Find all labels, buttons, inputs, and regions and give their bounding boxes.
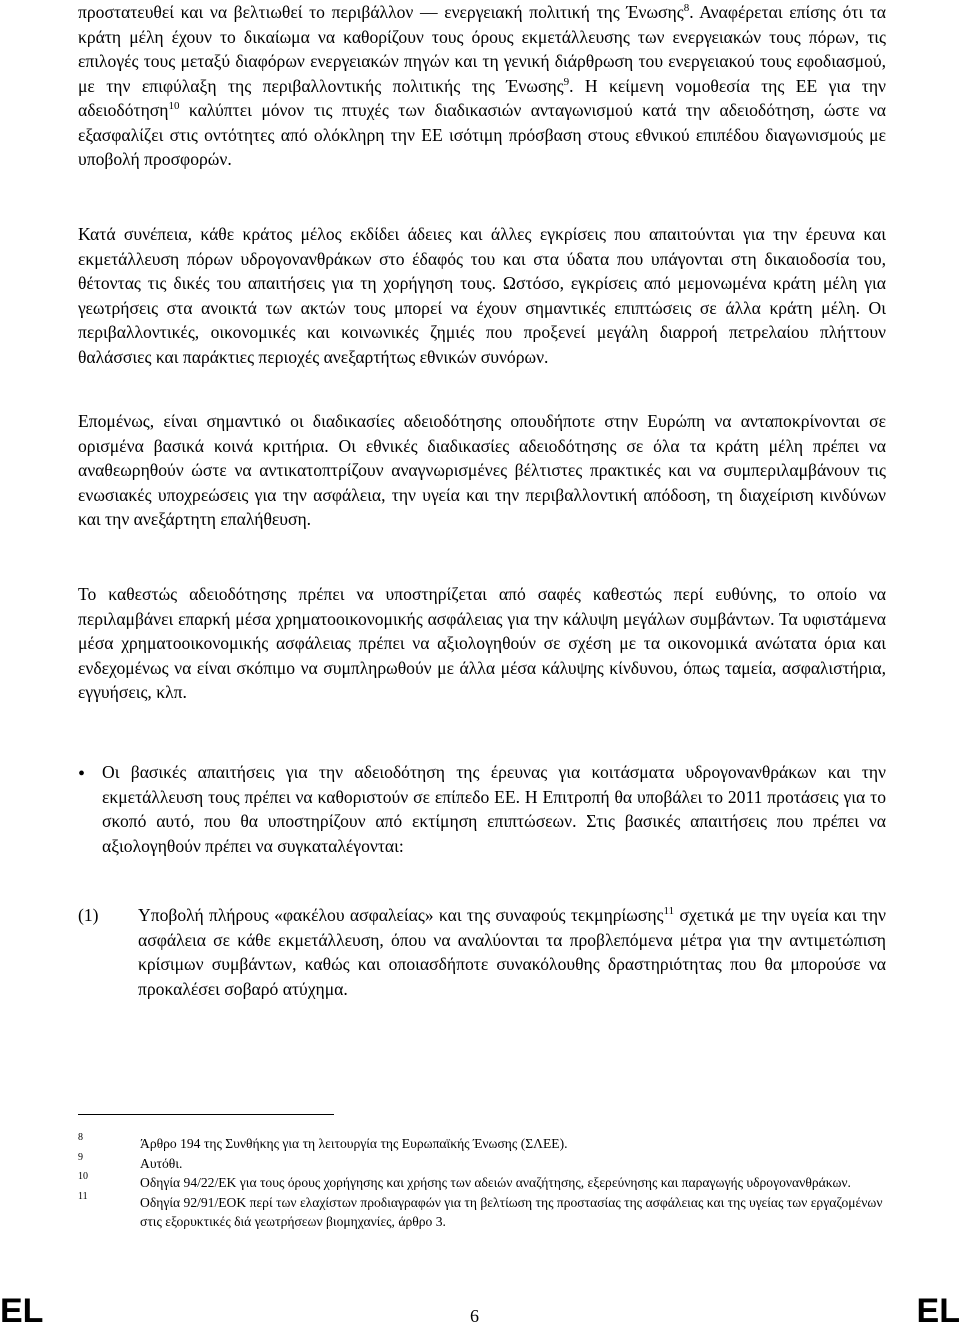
- paragraph-liability: Το καθεστώς αδειοδότησης πρέπει να υποστηρίζεται από σαφές καθεστώς περί ευθύνης, το οποίο να περιλαμβάνει επαρκή μέσα χρηματοοικονομικής ασφάλειας για την κάλυψη μεγάλων συμβάντων. Τα υφιστάμενα μέσα χρηματοοικονομικής ασφάλειας πρέπει να αξιολογηθούν σε σχέση με τα οικονομικά ανώτατα όρια και ενδεχομένως να είναι σκόπιμο να συμπληρωθούν με άλλα μέσα κάλυψης κίνδυνου, όπως ταμεία, ασφαλιστήρια, εγγυήσεις, κλπ.: [78, 584, 886, 702]
- footnote-text: Άρθρο 194 της Συνθήκης για τη λειτουργία της Ευρωπαϊκής Ένωσης (ΣΛΕΕ).: [140, 1136, 568, 1151]
- footnote-11: [78, 1190, 886, 1232]
- paragraph-procedures: Επομένως, είναι σημαντικό οι διαδικασίες αδειοδότησης οπουδήποτε στην Ευρώπη να ανταποκρίνονται σε ορισμένα βασικά κοινά κριτήρια. Οι εθνικές διαδικασίες αδειοδότησης σε όλα τα κράτη μέλη πρέπει να αναθεωρηθούν ώστε να αντικατοπτρίζουν αναγνωρισμένες βέλτιστες πρακτικές και να συμπεριλαμβάνουν τις ενωσιακές υποχρεώσεις για την ασφάλεια, την υγεία και την περιβαλλοντική απόδοση, τη διαχείριση κινδύνων και την ανεξάρτητη επαλήθευση.: [78, 411, 886, 529]
- footnote-text: Αυτόθι.: [140, 1155, 183, 1171]
- bullet-icon: •: [78, 763, 86, 785]
- numbered-text: Υποβολή πλήρους «φακέλου ασφαλείας» και της συναφούς τεκμηρίωσης$^{11}$ σχετικά με την υγεία και την ασφάλεια σε κάθε εκμετάλλευση, όπου να αναλύονται τα προβλεπόμενα μέτρα για την αντιμετώπιση κρίσιμων συμβάντων, καθώς και οποιασδήποτε συνακόλουθης δραστηριότητας που θα μπορούσε να προκαλέσει σοβαρό ατύχημα.: [138, 905, 886, 999]
- footnote-number: 9: [78, 1151, 83, 1163]
- page-footer: [0, 1292, 960, 1332]
- footnote-text: Οδηγία 92/91/ΕΟΚ περί των ελαχίστων προδιαγραφών για τη βελτίωση της προστασίας της ασφάλειας και της υγείας των εργαζομένων στις εξορυκτικές διά γεωτρήσεων βιομηχανίες, άρθρο 3.: [140, 1194, 883, 1229]
- footnote-ref-9[interactable]: 9: [563, 75, 570, 88]
- footnote-separator: [78, 1114, 334, 1115]
- footnote-text: Οδηγία 94/22/ΕΚ για τους όρους χορήγησης και χρήσης των αδειών αναζήτησης, εξερεύνησης και παραγωγής υδρογονανθράκων.: [140, 1175, 851, 1190]
- footnote-ref-8[interactable]: 8: [683, 2, 690, 14]
- numbered-label: (1): [78, 905, 99, 925]
- footnote-8: [78, 1134, 886, 1154]
- page-number: 6: [470, 1306, 479, 1326]
- bullet-text: Οι βασικές απαιτήσεις για την αδειοδότηση της έρευνας για κοιτάσματα υδρογονανθράκων και την εκμετάλλευση τους πρέπει να καθοριστούν σε επίπεδο ΕΕ. Η Επιτροπή θα υποβάλει το 2011 προτάσεις για το σκοπό αυτό, που θα υποστηρίζουν από εκτίμηση επιπτώσεων. Στις βασικές απαιτήσεις που πρέπει να αξιολογηθούν πρέπει να συγκαταλέγονται:: [102, 762, 886, 856]
- footnote-number: 8: [78, 1132, 83, 1143]
- language-code-right: EL: [916, 1292, 960, 1330]
- footnote-9: [78, 1151, 886, 1174]
- footnotes: [78, 1134, 886, 1232]
- footnote-10: [78, 1173, 886, 1193]
- footnote-ref-10[interactable]: 10: [168, 100, 180, 112]
- footnote-ref-11[interactable]: 11: [663, 905, 675, 917]
- paragraph-licensing: Κατά συνέπεια, κάθε κράτος μέλος εκδίδει άδειες και άλλες εγκρίσεις που απαιτούνται για την έρευνα και εκμετάλλευση πόρων υδρογονανθράκων στο έδαφός του και στα ύδατα που υπάγονται στη δικαιοδοσία του, θέτοντας τις δικές του απαιτήσεις για τη χορήγηση τους. Ωστόσο, εγκρίσεις από μεμονωμένα κράτη μέλη για γεωτρήσεις στα ανοικτά των ακτών τους μπορεί να έχουν σημαντικές επιπτώσεις σε άλλα κράτη μέλη. Οι περιβαλλοντικές, οικονομικές και κοινωνικές ζημιές που προξενεί μεγάλη διαρροή πετρελαίου πλήττουν θαλάσσιες και παράκτιες περιοχές ανεξαρτήτως εθνικών συνόρων.: [78, 224, 886, 367]
- paragraph-intro: προστατευθεί και να βελτιωθεί το περιβάλλον — ενεργειακή πολιτική της Ένωσης$^8$. Αναφέρεται επίσης ότι τα κράτη μέλη έχουν το δικαίωμα να καθορίζουν τους όρους εκμετάλλευσης των ενεργειακών τους πόρων, τις επιλογές τους μεταξύ διαφόρων ενεργειακών πηγών και τη γενική διάρθρωση του ενεργειακού τους εφοδιασμού, με την επιφύλαξη της περιβαλλοντικής πολιτικής της Ένωσης$^9$. Η κείμενη νομοθεσία της ΕΕ για την αδειοδότηση$^{10}$ καλύπτει μόνον τις πτυχές των διαδικασιών ανταγωνισμού κατά την αδειοδότηση, ώστε να εξασφαλίζει στις οντότητες από ολόκληρη την ΕΕ ισότιμη πρόσβαση στους εθνικού επιπέδου διαγωνισμούς με υποβολή προσφορών.: [78, 2, 887, 169]
- language-code-left: EL: [0, 1292, 44, 1330]
- footnote-number: 10: [78, 1171, 88, 1182]
- footnote-number: 11: [78, 1190, 88, 1202]
